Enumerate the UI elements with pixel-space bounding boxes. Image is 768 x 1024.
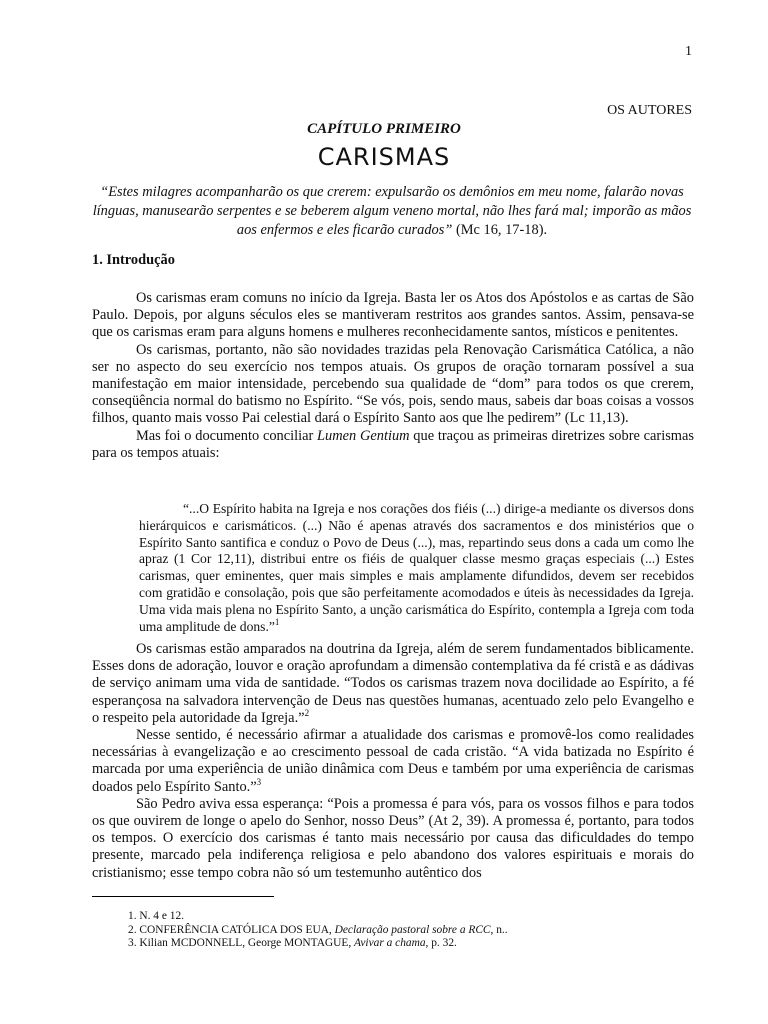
body-text-upper: [92, 290, 694, 462]
paragraph-text: Os carismas estão amparados na doutrina da Igreja, além de serem fundamentados biblicamente. Esses dons de adoração, louvor e oração aprofundam a dimensão contemplativa da fé cristã e as dádivas de serviço animam uma vida de santidade. “Todos os carismas trazem nova docilidade ao Espírito, a fé esperançosa na salvadora intervenção de Deus nas questões humanas, acentuado zelo pelo Evangelho e o respeito pela autoridade da Igreja.”: [92, 641, 694, 726]
footnote-text: , p. 32.: [425, 937, 457, 949]
chapter-title: CARISMAS: [317, 143, 451, 171]
page-number: 1: [685, 44, 692, 59]
footnote-text: 2. CONFERÊNCIA CATÓLICA DOS EUA,: [128, 923, 335, 936]
paragraph: Os carismas eram comuns no início da Igreja. Basta ler os Atos dos Apóstolos e as cartas de São Paulo. Depois, por alguns séculos eles se mantiveram restritos aos grandes santos. Assim, pensava-se que os carismas eram para alguns homens e mulheres reconhecidamente santos, místicos e penitentes.: [92, 290, 694, 341]
footnote-ref: 1: [274, 616, 280, 627]
section-heading: 1. Introdução: [92, 252, 175, 268]
footnote-text: , n..: [490, 923, 508, 936]
footnote-divider: [92, 896, 274, 897]
body-text-lower: [92, 641, 694, 882]
paragraph-text: Mas foi o documento conciliar: [136, 427, 318, 444]
footnote-title: Avivar a chama: [354, 937, 426, 949]
epigraph-reference: (Mc 16, 17-18).: [452, 222, 548, 238]
block-quote: [139, 501, 694, 635]
paragraph-text: Nesse sentido, é necessário afirmar a atualidade dos carismas e promovê-los como realidades necessárias à evangelização e ao crescimento pessoal de cada cristão. “A vida batizada no Espírito é marcada por uma experiência de união dinâmica com Deus e também por uma experiência de carismas doados pelo Espírito Santo.”: [92, 727, 694, 795]
footnote: [128, 937, 688, 951]
paragraph: [92, 727, 694, 796]
footnote: 1. N. 4 e 12.: [128, 910, 184, 922]
footnote: [128, 924, 688, 938]
paragraph-text: que traçou as primeiras diretrizes sobre carismas para os tempos atuais:: [92, 427, 694, 461]
document-title: Lumen Gentium: [317, 427, 410, 444]
paragraph: [92, 428, 694, 462]
footnote-title: Declaração pastoral sobre a RCC: [334, 923, 491, 936]
chapter-label: CAPÍTULO PRIMEIRO: [307, 121, 461, 137]
paragraph: Os carismas, portanto, não são novidades trazidas pela Renovação Carismática Católica, a não ser no aspecto do seu exercício nos tempos atuais. Os grupos de oração tornaram possível a sua manifestação em maior intensidade, percebendo sua qualidade de “dom” para todos os que crerem, conseqüência normal do batismo no Espírito. “Se vós, pois, sendo maus, sabeis dar boas coisas a vossos filhos, quanto mais vosso Pai celestial dará o Espírito Santo aos que lhe pedirem” (Lc 11,13).: [92, 341, 694, 427]
footnote-ref: 3: [256, 776, 262, 787]
footnotes: [128, 910, 688, 951]
epigraph: [92, 183, 692, 240]
paragraph: [92, 641, 694, 727]
footnote-text: 3. Kilian MCDONNELL, George MONTAGUE,: [128, 937, 355, 949]
quote-text: [139, 501, 694, 635]
running-head: OS AUTORES: [607, 103, 692, 118]
quote-body: “...O Espírito habita na Igreja e nos corações dos fiéis (...) dirige-a mediante os diversos dons hierárquicos e carismáticos. (...) Não é apenas através dos sacramentos e dos ministérios que o Espírito Santo santifica e conduz o Povo de Deus (...), mas, repartindo seus dons a cada um como lhe apraz (1 Cor 12,11), distribui entre os fiéis de qualquer classe mesmo graças especiais (...) Estes carismas, quer eminentes, quer mais simples e mais amplamente difundidos, devem ser recebidos com gratidão e consolação, pois que são perfeitamente acomodados e úteis às necessidades da Igreja. Uma vida mais plena no Espírito Santo, a unção carismática do Espírito, contempla a Igreja com toda uma amplitude de dons.”: [139, 501, 694, 634]
paragraph: São Pedro aviva essa esperança: “Pois a promessa é para vós, para os vossos filhos e para todos os que ouvirem de longe o apelo do Senhor, nosso Deus” (At 2, 39). A promessa é, portanto, para todos os tempos. O exercício dos carismas é tanto mais necessário por causa das dificuldades do tempo presente, marcado pela indiferença religiosa e pelo abandono dos valores espirituais e morais do cristianismo; esse tempo cobra não só um testemunho autêntico dos: [92, 795, 694, 881]
epigraph-text: “Estes milagres acompanharão os que crerem: expulsarão os demônios em meu nome, falarão novas línguas, manusearão serpentes e se beberem algum veneno mortal, não lhes fará mal; imporão as mãos aos enfermos e eles ficarão curados”: [92, 184, 692, 238]
footnote-ref: 2: [304, 707, 310, 718]
